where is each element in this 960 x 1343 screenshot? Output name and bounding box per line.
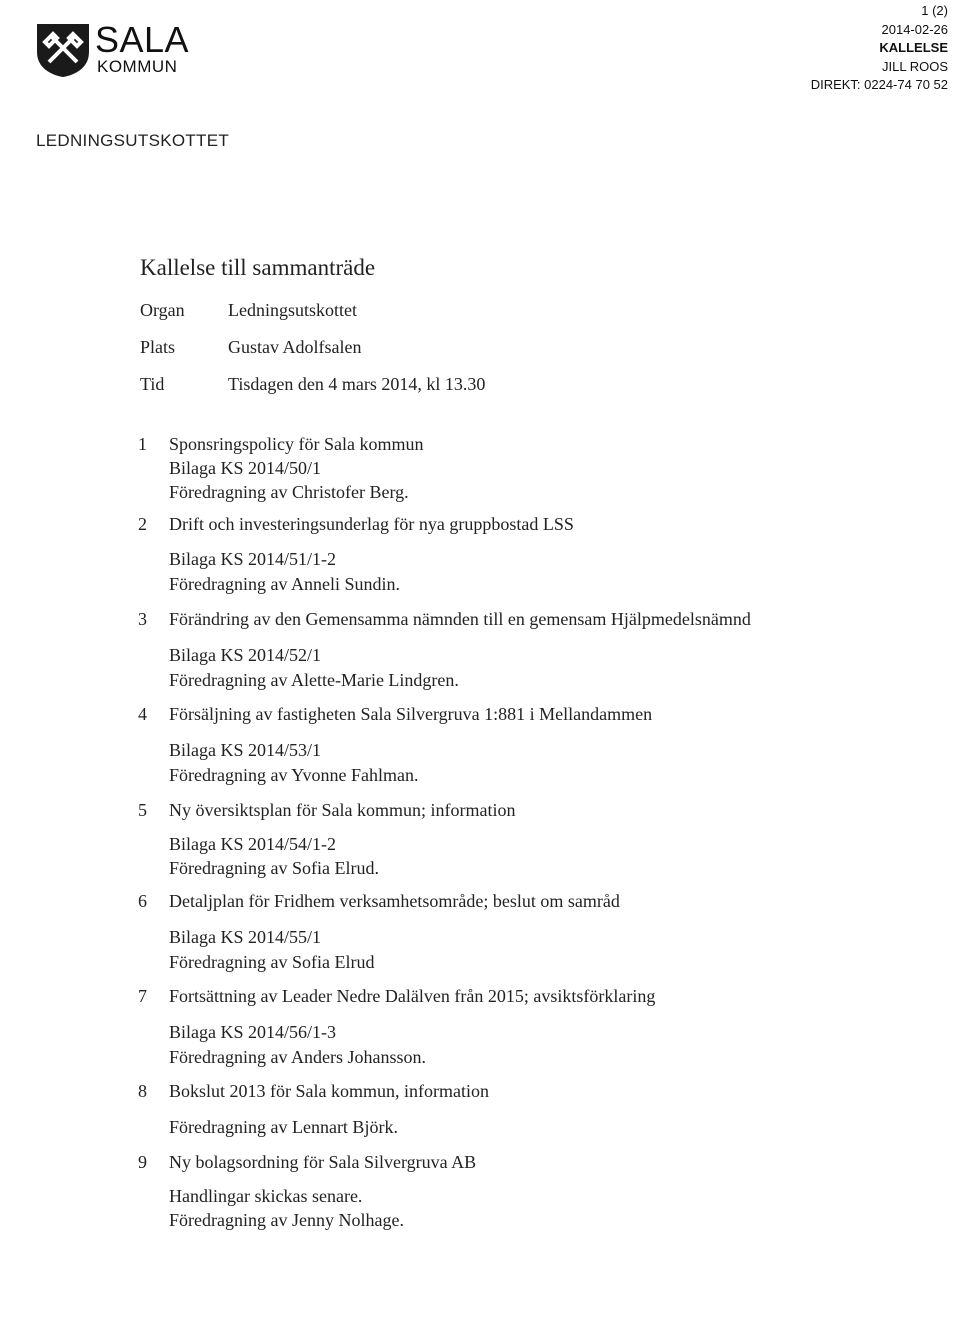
- agenda-item-presenter: Föredragning av Anders Johansson.: [169, 1047, 426, 1067]
- agenda-item-title: Försäljning av fastigheten Sala Silvergruva 1:881 i Mellandammen: [169, 704, 653, 724]
- page-number: 1 (2): [921, 3, 948, 18]
- document-type: KALLELSE: [879, 40, 948, 55]
- agenda-item-attachment: Bilaga KS 2014/53/1: [169, 740, 321, 760]
- agenda-item-number: 3: [138, 609, 147, 629]
- agenda-item-attachment: Bilaga KS 2014/55/1: [169, 927, 321, 947]
- meta-value: Tisdagen den 4 mars 2014, kl 13.30: [228, 374, 486, 394]
- contact-name: JILL ROOS: [882, 58, 948, 74]
- agenda-item-presenter: Föredragning av Lennart Björk.: [169, 1117, 398, 1137]
- agenda-item-title: Förändring av den Gemensamma nämnden till en gemensam Hjälpmedelsnämnd: [169, 609, 751, 629]
- agenda-item-presenter: Föredragning av Anneli Sundin.: [169, 574, 400, 594]
- meta-label: Organ: [140, 300, 185, 320]
- agenda-item-number: 2: [138, 514, 147, 534]
- direct-phone: DIREKT: 0224-74 70 52: [810, 77, 948, 92]
- agenda-item-title: Fortsättning av Leader Nedre Dalälven från 2015; avsiktsförklaring: [169, 986, 656, 1006]
- agenda-item-number: 7: [138, 986, 147, 1006]
- meta-label: Plats: [140, 337, 176, 357]
- agenda-item-number: 8: [138, 1081, 147, 1101]
- agenda-item-presenter: Föredragning av Alette-Marie Lindgren.: [169, 670, 459, 690]
- agenda-item-presenter: Föredragning av Yvonne Fahlman.: [169, 765, 419, 785]
- agenda-item-title: Sponsringspolicy för Sala kommun: [169, 434, 424, 454]
- agenda-item-title: Ny översiktsplan för Sala kommun; information: [169, 800, 516, 820]
- agenda-item-attachment: Bilaga KS 2014/50/1: [169, 458, 321, 478]
- document-date: 2014-02-26: [881, 21, 948, 37]
- meta-label: Tid: [140, 374, 165, 394]
- agenda-item-presenter: Föredragning av Sofia Elrud.: [169, 858, 379, 878]
- agenda-item-presenter: Föredragning av Jenny Nolhage.: [169, 1210, 404, 1230]
- agenda-item-attachment: Handlingar skickas senare.: [169, 1186, 363, 1206]
- agenda-item-title: Ny bolagsordning för Sala Silvergruva AB: [169, 1152, 477, 1172]
- agenda-item-number: 6: [138, 891, 147, 911]
- page-title: Kallelse till sammanträde: [140, 255, 376, 280]
- agenda-item-attachment: Bilaga KS 2014/52/1: [169, 645, 321, 665]
- agenda-item-title: Detaljplan för Fridhem verksamhetsområde; beslut om samråd: [169, 891, 620, 911]
- agenda-item-title: Drift och investeringsunderlag för nya gruppbostad LSS: [169, 514, 574, 534]
- agenda-item-presenter: Föredragning av Sofia Elrud: [169, 952, 375, 972]
- agenda-item-number: 4: [138, 704, 147, 724]
- agenda-item-attachment: Bilaga KS 2014/54/1-2: [169, 834, 336, 854]
- agenda-item-attachment: Bilaga KS 2014/56/1-3: [169, 1022, 336, 1042]
- meta-value: Gustav Adolfsalen: [228, 337, 362, 357]
- logo-name: SALA: [95, 19, 190, 60]
- agenda-item-attachment: Bilaga KS 2014/51/1-2: [169, 549, 336, 569]
- agenda-item-title: Bokslut 2013 för Sala kommun, information: [169, 1081, 489, 1101]
- agenda-item-number: 1: [138, 434, 147, 454]
- agenda-item-number: 5: [138, 800, 147, 820]
- logo-subtitle: KOMMUN: [97, 57, 178, 76]
- committee-name: LEDNINGSUTSKOTTET: [36, 131, 230, 150]
- agenda-item-presenter: Föredragning av Christofer Berg.: [169, 482, 409, 502]
- agenda-item-number: 9: [138, 1152, 147, 1172]
- meta-value: Ledningsutskottet: [228, 300, 357, 320]
